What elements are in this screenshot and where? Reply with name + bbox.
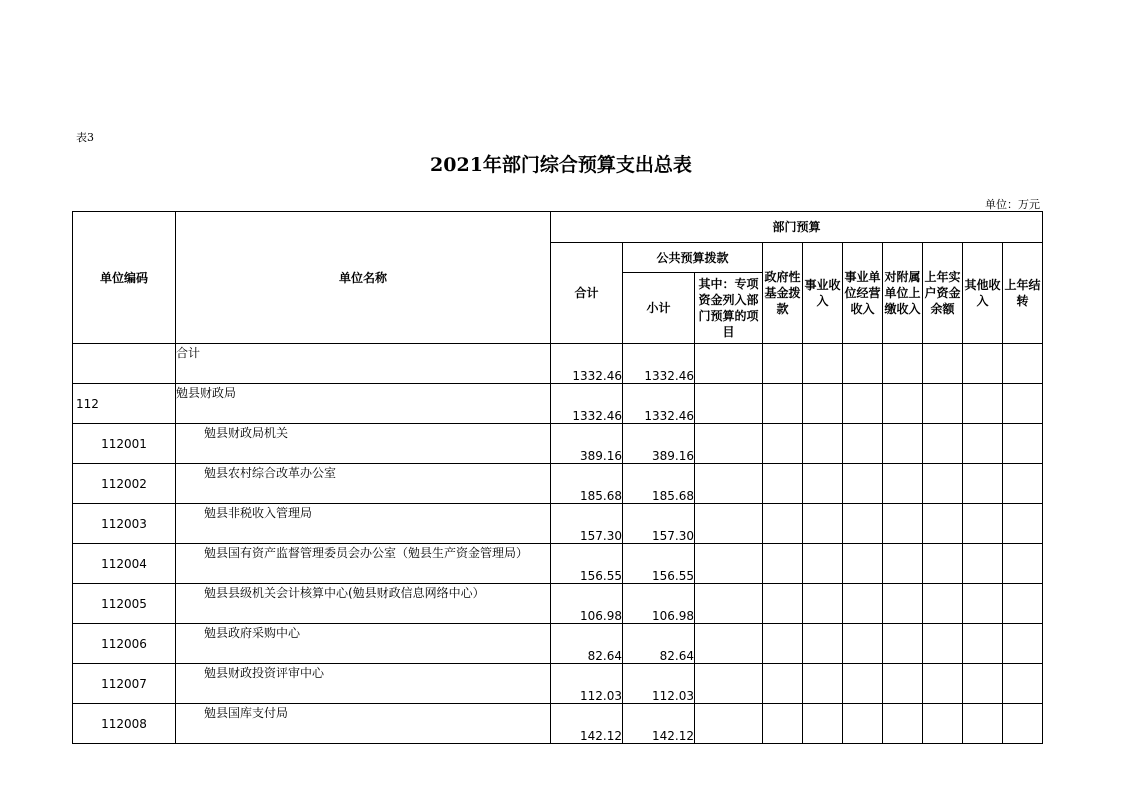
empty-cell: [803, 424, 843, 464]
empty-cell: [695, 344, 763, 384]
row-total: 1332.46: [551, 384, 623, 424]
empty-cell: [763, 464, 803, 504]
header-unit-name: 单位名称: [176, 212, 551, 344]
row-name: 勉县非税收入管理局: [176, 504, 551, 544]
empty-cell: [963, 424, 1003, 464]
empty-cell: [883, 664, 923, 704]
empty-cell: [883, 464, 923, 504]
row-name: 勉县政府采购中心: [176, 624, 551, 664]
empty-cell: [803, 344, 843, 384]
row-name: 勉县农村综合改革办公室: [176, 464, 551, 504]
empty-cell: [1003, 424, 1043, 464]
empty-cell: [963, 544, 1003, 584]
header-total: 合计: [551, 243, 623, 344]
row-total: 389.16: [551, 424, 623, 464]
budget-table: [72, 211, 1043, 744]
empty-cell: [883, 344, 923, 384]
empty-cell: [763, 504, 803, 544]
header-special-fund: 其中：专项资金列入部门预算的项目: [695, 273, 763, 344]
empty-cell: [883, 384, 923, 424]
row-subtotal: 185.68: [623, 464, 695, 504]
table-row: [73, 624, 1043, 664]
empty-cell: [963, 664, 1003, 704]
empty-cell: [883, 584, 923, 624]
empty-cell: [963, 464, 1003, 504]
empty-cell: [803, 544, 843, 584]
row-total: 82.64: [551, 624, 623, 664]
header-subsidiary-payment: 对附属单位上缴收入: [883, 243, 923, 344]
empty-cell: [963, 624, 1003, 664]
header-dept-budget: 部门预算: [551, 212, 1043, 243]
header-business-operating: 事业单位经营收入: [843, 243, 883, 344]
header-last-year-carryover: 上年结转: [1003, 243, 1043, 344]
row-name: 勉县财政局机关: [176, 424, 551, 464]
empty-cell: [923, 624, 963, 664]
row-total: 112.03: [551, 664, 623, 704]
empty-cell: [843, 624, 883, 664]
row-total: 1332.46: [551, 344, 623, 384]
header-last-year-balance: 上年实户资金余额: [923, 243, 963, 344]
empty-cell: [963, 504, 1003, 544]
empty-cell: [763, 384, 803, 424]
empty-cell: [843, 384, 883, 424]
header-public-budget: 公共预算拨款: [623, 243, 763, 273]
table-row: [73, 544, 1043, 584]
empty-cell: [763, 584, 803, 624]
row-subtotal: 389.16: [623, 424, 695, 464]
empty-cell: [803, 584, 843, 624]
empty-cell: [763, 424, 803, 464]
row-total: 142.12: [551, 704, 623, 744]
empty-cell: [883, 704, 923, 744]
empty-cell: [843, 544, 883, 584]
empty-cell: [923, 544, 963, 584]
empty-cell: [923, 664, 963, 704]
empty-cell: [695, 624, 763, 664]
empty-cell: [763, 624, 803, 664]
row-code: 112002: [73, 464, 176, 504]
empty-cell: [843, 424, 883, 464]
page-title: 2021年部门综合预算支出总表: [430, 154, 692, 176]
empty-cell: [923, 464, 963, 504]
table-row: [73, 424, 1043, 464]
empty-cell: [883, 544, 923, 584]
header-unit-code: 单位编码: [73, 212, 176, 344]
empty-cell: [843, 464, 883, 504]
row-code: 112001: [73, 424, 176, 464]
empty-cell: [1003, 704, 1043, 744]
row-total: 157.30: [551, 504, 623, 544]
empty-cell: [843, 584, 883, 624]
row-subtotal: 1332.46: [623, 384, 695, 424]
header-business-income: 事业收入: [803, 243, 843, 344]
empty-cell: [695, 384, 763, 424]
empty-cell: [843, 704, 883, 744]
empty-cell: [695, 424, 763, 464]
header-gov-fund: 政府性基金拨款: [763, 243, 803, 344]
header-subtotal: 小计: [623, 273, 695, 344]
row-name: 勉县财政局: [176, 384, 551, 424]
empty-cell: [1003, 384, 1043, 424]
row-subtotal: 156.55: [623, 544, 695, 584]
row-total: 106.98: [551, 584, 623, 624]
row-subtotal: 157.30: [623, 504, 695, 544]
row-name: 勉县国库支付局: [176, 704, 551, 744]
empty-cell: [1003, 504, 1043, 544]
empty-cell: [963, 344, 1003, 384]
table-row: [73, 464, 1043, 504]
empty-cell: [1003, 544, 1043, 584]
table-row: [73, 704, 1043, 744]
empty-cell: [763, 544, 803, 584]
row-subtotal: 82.64: [623, 624, 695, 664]
row-name: 合计: [176, 344, 551, 384]
empty-cell: [843, 664, 883, 704]
row-name: 勉县国有资产监督管理委员会办公室（勉县生产资金管理局）: [176, 544, 551, 584]
empty-cell: [695, 584, 763, 624]
row-code: 112004: [73, 544, 176, 584]
empty-cell: [803, 504, 843, 544]
empty-cell: [1003, 584, 1043, 624]
empty-cell: [695, 704, 763, 744]
table-row: [73, 384, 1043, 424]
empty-cell: [803, 384, 843, 424]
row-code: 112: [73, 384, 176, 424]
empty-cell: [923, 704, 963, 744]
empty-cell: [695, 504, 763, 544]
table-row: [73, 504, 1043, 544]
empty-cell: [923, 384, 963, 424]
row-subtotal: 106.98: [623, 584, 695, 624]
row-subtotal: 112.03: [623, 664, 695, 704]
row-code: 112008: [73, 704, 176, 744]
empty-cell: [803, 624, 843, 664]
empty-cell: [923, 344, 963, 384]
empty-cell: [763, 344, 803, 384]
empty-cell: [923, 584, 963, 624]
table-row: [73, 584, 1043, 624]
empty-cell: [923, 424, 963, 464]
row-code: 112007: [73, 664, 176, 704]
unit-note: 单位：万元: [985, 198, 1040, 211]
empty-cell: [695, 664, 763, 704]
empty-cell: [843, 504, 883, 544]
empty-cell: [695, 464, 763, 504]
row-code: 112005: [73, 584, 176, 624]
empty-cell: [963, 384, 1003, 424]
empty-cell: [803, 464, 843, 504]
empty-cell: [1003, 664, 1043, 704]
row-name: 勉县财政投资评审中心: [176, 664, 551, 704]
empty-cell: [963, 704, 1003, 744]
empty-cell: [883, 624, 923, 664]
header-other-income: 其他收入: [963, 243, 1003, 344]
row-code: 112006: [73, 624, 176, 664]
row-total: 156.55: [551, 544, 623, 584]
row-total: 185.68: [551, 464, 623, 504]
row-name: 勉县县级机关会计核算中心(勉县财政信息网络中心）: [176, 584, 551, 624]
empty-cell: [963, 584, 1003, 624]
empty-cell: [1003, 624, 1043, 664]
empty-cell: [1003, 464, 1043, 504]
empty-cell: [923, 504, 963, 544]
empty-cell: [763, 664, 803, 704]
empty-cell: [883, 504, 923, 544]
row-subtotal: 142.12: [623, 704, 695, 744]
empty-cell: [883, 424, 923, 464]
row-code: 112003: [73, 504, 176, 544]
empty-cell: [803, 704, 843, 744]
table-row: [73, 344, 1043, 384]
empty-cell: [763, 704, 803, 744]
row-code: [73, 344, 176, 384]
table-row: [73, 664, 1043, 704]
table-number: 表3: [76, 131, 94, 144]
empty-cell: [1003, 344, 1043, 384]
empty-cell: [843, 344, 883, 384]
empty-cell: [803, 664, 843, 704]
row-subtotal: 1332.46: [623, 344, 695, 384]
empty-cell: [695, 544, 763, 584]
